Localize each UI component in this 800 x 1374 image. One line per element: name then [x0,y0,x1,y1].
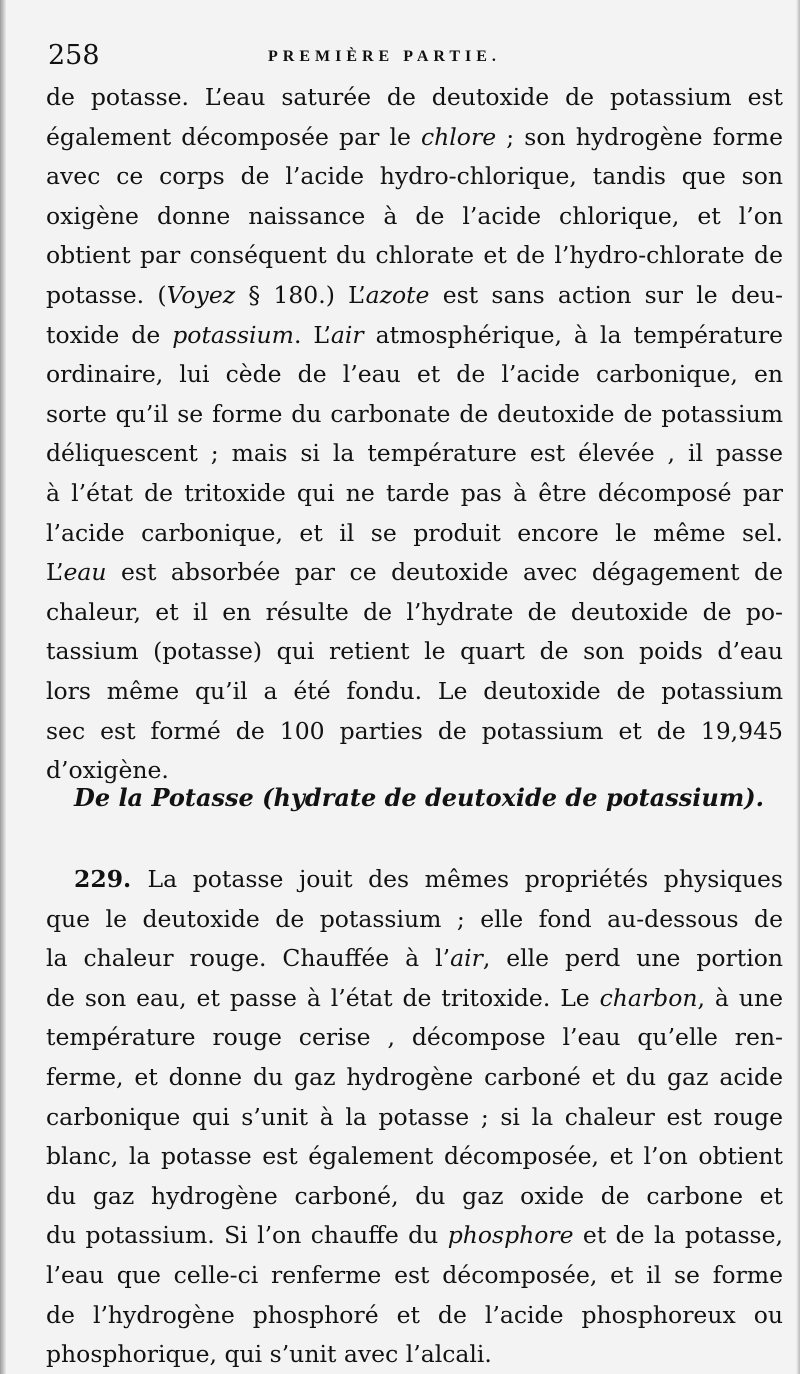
text-line [46,157,783,197]
text-line [46,514,783,554]
text-run: oxigène donne naissance à de l’acide chlorique, et l’on [46,201,783,230]
text-line [46,1335,783,1374]
text-run: que le deutoxide de potassium ; elle fond au-dessous de [46,904,783,933]
paragraph-229 [46,860,783,1374]
text-run: , à une [697,983,784,1012]
text-run: toxide de [46,320,173,349]
text-run: carbonique qui s’unit à la potasse ; si la chaleur est rouge [46,1102,783,1131]
text-line [46,236,783,276]
text-line [46,1018,783,1058]
text-run: . L’ [293,320,331,349]
page-edge-shadow [796,0,800,1374]
italic-term: air [450,944,483,973]
text-line [46,276,783,316]
text-run: est absorbée par ce deutoxide avec dégagement de [106,558,783,587]
text-line [46,434,783,474]
text-line [46,939,783,979]
text-line [46,118,783,158]
paragraph-number: 229. [74,865,148,893]
italic-term: azote [365,280,430,309]
text-run: obtient par conséquent du chlorate et de l’hydro-chlorate de [46,241,783,270]
italic-term: charbon [599,983,698,1012]
text-run: également décomposée par le [46,122,421,151]
text-run: l’acide carbonique, et il se produit encore le même sel. [46,518,783,547]
text-run: tassium (potasse) qui retient le quart de son poids d’eau [46,637,783,666]
text-run: ordinaire, lui cède de l’eau et de l’acide carbonique, en [46,360,783,389]
text-run: sorte qu’il se forme du carbonate de deutoxide de potassium [46,399,783,428]
text-line [46,474,783,514]
text-line [46,632,783,672]
text-run: blanc, la potasse est également décomposée, et l’on obtient [46,1142,783,1171]
text-run: La potasse jouit des mêmes propriétés physiques [147,865,783,893]
text-run: température rouge cerise , décompose l’eau qu’elle ren- [46,1023,783,1052]
text-line [46,197,783,237]
text-line [46,78,783,118]
text-line [46,1296,783,1336]
text-run: , elle perd une portion [482,944,783,973]
text-run: l’eau que celle-ci renferme est décomposée, et il se forme [46,1260,783,1289]
text-run: de l’hydrogène phosphoré et de l’acide phosphoreux ou [46,1300,783,1329]
text-line [46,1177,783,1217]
text-run: d’oxigène. [46,756,169,785]
text-line [46,1058,783,1098]
page-gutter-shadow [0,0,6,1374]
text-line [46,900,783,940]
text-line [46,355,783,395]
italic-term: phosphore [447,1221,574,1250]
italic-term: potassium [172,320,294,349]
paragraph-deutoxide [46,78,783,791]
text-run: et de la potasse, [573,1221,783,1250]
text-run: lors même qu’il a été fondu. Le deutoxide de potassium [46,676,783,705]
text-line [46,553,783,593]
text-run: du gaz hydrogène carboné, du gaz oxide de carbone et [46,1181,783,1210]
text-line [46,979,783,1019]
page-number: 258 [48,40,100,71]
text-line [46,395,783,435]
text-run: chaleur, et il en résulte de l’hydrate de deutoxide de po- [46,597,783,626]
text-line [46,860,783,900]
italic-term: chlore [421,122,497,151]
text-run: atmosphérique, à la température [363,320,783,349]
text-run: § 180.) L’ [235,280,366,309]
italic-term: air [330,320,364,349]
text-run: de son eau, et passe à l’état de tritoxide. Le [46,983,600,1012]
text-run: est sans action sur le deu- [429,280,784,309]
text-line [46,1098,783,1138]
text-run: potasse. ( [46,280,167,309]
text-line [46,712,783,752]
running-title: PREMIÈRE PARTIE. [268,48,501,65]
text-run: sec est formé de 100 parties de potassium et de 19,945 [46,716,783,745]
text-run: la chaleur rouge. Chauffée à l’ [46,944,451,973]
italic-term: Voyez [166,280,236,309]
text-run: ferme, et donne du gaz hydrogène carboné et du gaz acide [46,1062,783,1091]
page-header [48,40,784,80]
text-run: avec ce corps de l’acide hydro-chlorique, tandis que son [46,162,783,191]
text-run: du potassium. Si l’on chauffe du [46,1221,448,1250]
text-run: déliquescent ; mais si la température est élevée , il passe [46,439,783,468]
text-run: ; son hydrogène forme [496,122,783,151]
italic-term: eau [63,558,107,587]
text-line [46,593,783,633]
text-run: à l’état de tritoxide qui ne tarde pas à être décomposé par [46,478,783,507]
text-line [46,1256,783,1296]
text-line [46,1137,783,1177]
text-line [46,316,783,356]
text-run: de potasse. L’eau saturée de deutoxide de potassium est [46,83,783,111]
text-run: L’ [46,558,64,587]
text-line [46,672,783,712]
section-heading: De la Potasse (hydrate de deutoxide de potassium). [74,783,764,812]
text-line [46,1216,783,1256]
text-run: phosphorique, qui s’unit avec l’alcali. [46,1340,492,1369]
